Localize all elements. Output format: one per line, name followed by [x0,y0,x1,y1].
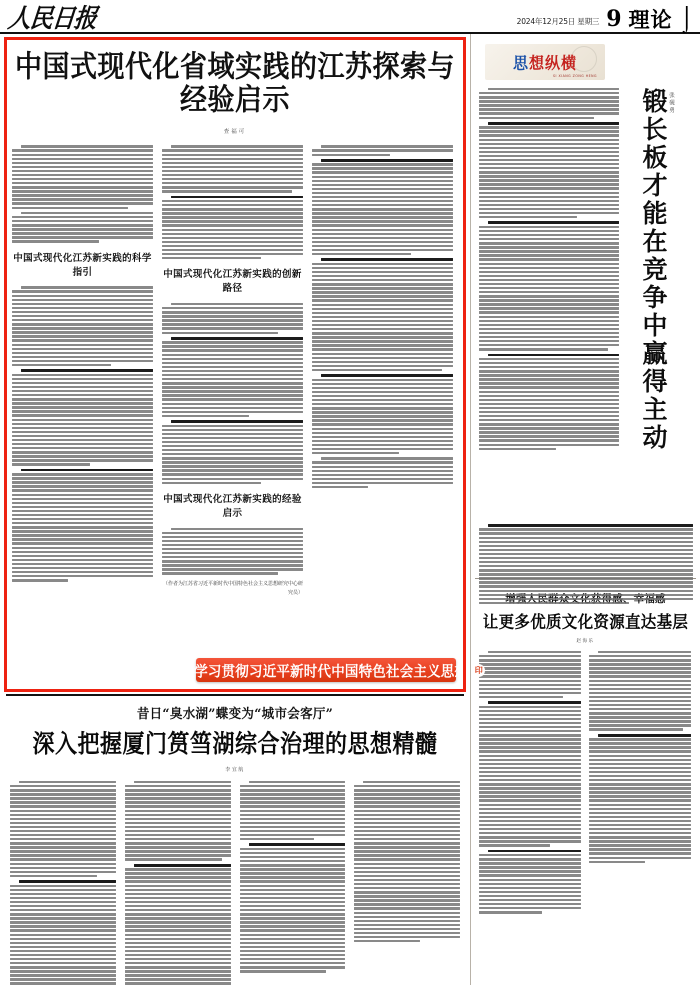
bottom-left-columns [10,781,460,985]
column-logo [485,44,605,80]
paragraph [162,145,303,192]
paragraph [240,781,346,840]
masthead-logo-wrap [6,3,98,34]
page-number: 9 [606,6,622,32]
lead-subhead-3: 中国式现代化江苏新实践的经验启示 [163,493,302,519]
paragraph [12,145,153,209]
bottom-left-column-4 [354,781,460,985]
paragraph [312,258,453,371]
paragraph [479,354,619,450]
bottom-left-shoulder: 昔日“臭水湖”蝶变为“城市会客厅” [136,705,334,722]
section-name: 理论 [628,7,673,32]
paragraph [162,420,303,484]
paragraph [312,159,453,255]
paragraph [312,457,453,488]
bracket-decoration: ⌡ [679,4,694,32]
right-bottom-article [471,585,700,923]
paragraph [354,781,460,942]
lead-column-1 [12,145,153,690]
paragraph [479,88,619,119]
campaign-banner-text: 深入学习贯彻习近平新时代中国特色社会主义思想 [166,663,469,681]
right-bottom-title: 让更多优质文化资源直达基层 [482,611,689,632]
paragraph [162,337,303,417]
bottom-left-byline: 李宜航 [225,767,245,773]
right-bottom-column-1 [479,651,581,917]
peoples-daily-logo: 人民日报 [6,3,98,34]
paragraph [125,781,231,861]
masthead [0,0,700,34]
bottom-left-column-3 [240,781,346,985]
paragraph [479,651,581,698]
right-top-title: 锻长板才能在竞争中赢得主动 [639,88,668,452]
paragraph [479,701,581,846]
right-bottom-columns [479,651,692,917]
paragraph [10,880,116,985]
right-bottom-column-2 [589,651,691,917]
paragraph [10,781,116,877]
paragraph [162,303,303,334]
lead-column-2 [162,145,303,690]
paragraph [589,734,691,863]
paragraph [12,469,153,582]
lead-subhead-1: 中国式现代化江苏新实践的科学指引 [13,252,152,278]
right-top-title-wrap [619,88,691,518]
bottom-left-column-1 [10,781,116,985]
right-bottom-byline: 赵海乐 [576,639,595,644]
paragraph [589,651,691,731]
paragraph [312,374,453,454]
bottom-left-title: 深入把握厦门筼筜湖综合治理的思想精髓 [32,729,438,759]
paragraph [12,212,153,243]
campaign-banner[interactable] [166,658,483,682]
paragraph [162,196,303,260]
right-top-byline: 张砚勇 [668,92,674,115]
paragraph [479,221,619,350]
lead-article-title: 中国式现代化省域实践的江苏探索与经验启示 [15,49,455,117]
lead-column-3 [312,145,453,690]
column-logo-text: 思想纵横 [512,53,578,72]
lead-subhead-2: 中国式现代化江苏新实践的创新路径 [163,269,302,295]
left-zone [0,34,483,985]
bottom-left-column-2 [125,781,231,985]
paragraph [125,864,231,985]
paragraph [12,286,153,366]
paragraph [312,145,453,156]
paragraph [479,524,693,604]
bottom-left-article [0,696,470,985]
column-logo-pinyin: SI XIANG ZONG HENG [553,74,597,78]
lead-article-columns [12,145,458,690]
page-body [0,34,700,985]
paragraph [479,850,581,914]
paragraph [162,528,303,575]
lead-article-byline: 查福可 [223,129,247,136]
right-top-text-column [479,88,619,518]
publication-date: 2024年12月25日 星期三 [516,17,600,26]
paragraph [12,369,153,465]
lead-article-signature: （作者为江苏省习近平新时代中国特色社会主义思想研究中心研究员） [162,580,303,596]
lead-article [0,34,483,694]
masthead-right [517,6,694,30]
right-zone [470,34,700,985]
paragraph [479,122,619,218]
paragraph [240,843,346,972]
right-top-layout [479,88,693,518]
right-top-article [471,34,700,572]
seal-icon: 印 [472,664,485,677]
right-top-continuation [479,524,693,604]
